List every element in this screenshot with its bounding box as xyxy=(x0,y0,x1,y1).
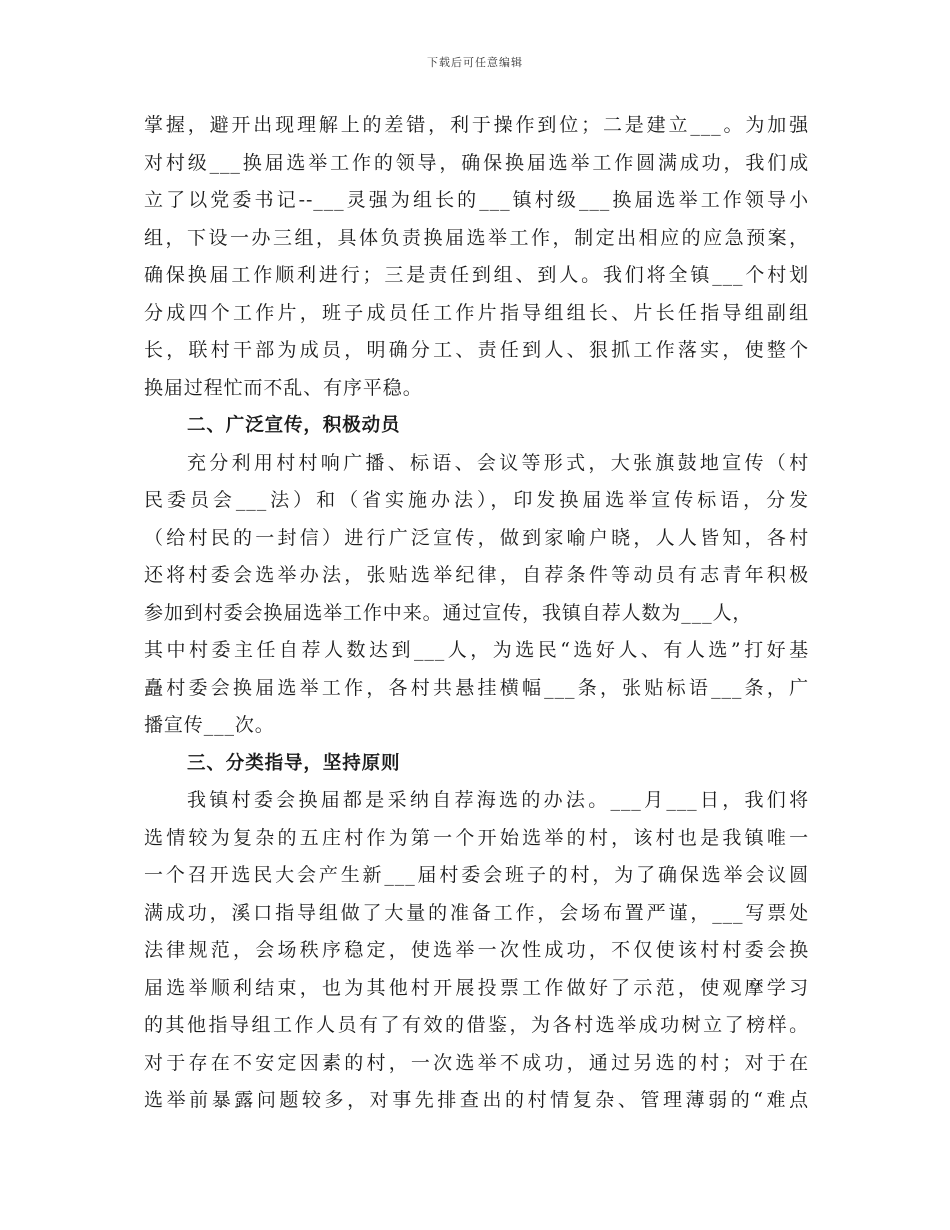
section-heading: 二、广泛宣传，积极动员 xyxy=(187,415,401,436)
paragraph-line: 还将村委会选举办法，张贴选举纪律，自荐条件等动员有志青年积极 xyxy=(144,564,809,586)
paragraph-line: 播宣传___次。 xyxy=(144,714,275,736)
paragraph-line: 满成功，溪口指导组做了大量的准备工作，会场布置严谨，___写票处 xyxy=(144,901,809,924)
paragraph-line: 的其他指导组工作人员有了有效的借鉴，为各村选举成功树立了榜样。 xyxy=(144,1014,809,1036)
paragraph-line: 确保换届工作顺利进行；三是责任到组、到人。我们将全镇___个村划 xyxy=(144,264,809,286)
paragraph-line: 选举前暴露问题较多，对事先排查出的村情复杂、管理薄弱的“难点 xyxy=(144,1089,809,1111)
paragraph-line: 对于存在不安定因素的村，一次选举不成功，通过另选的村；对于在 xyxy=(144,1051,809,1074)
paragraph-line: 换届过程忙而不乱、有序平稳。 xyxy=(144,376,423,399)
section-heading: 三、分类指导，坚持原则 xyxy=(187,752,401,774)
paragraph-line: 民委员会___法）和（省实施办法），印发换届选举宣传标语，分发 xyxy=(144,489,809,511)
paragraph-line: 一个召开选民大会产生新___届村委会班子的村，为了确保选举会议圆 xyxy=(144,864,809,886)
paragraph-line: （给村民的一封信）进行广泛宣传，做到家喻户晓，人人皆知，各村 xyxy=(144,526,809,549)
paragraph-line: 对村级___换届选举工作的领导，确保换届选举工作圆满成功，我们成 xyxy=(144,151,809,174)
paragraph-line: 分成四个工作片，班子成员任工作片指导组组长、片长任指导组副组 xyxy=(144,301,809,324)
paragraph-line: 组，下设一办三组，具体负责换届选举工作，制定出相应的应急预案， xyxy=(144,226,809,249)
paragraph-line: 充分利用村村响广播、标语、会议等形式，大张旗鼓地宣传（村 xyxy=(187,451,809,474)
paragraph-line: 参加到村委会换届选举工作中来。通过宣传，我镇自荐人数为___人， xyxy=(144,601,753,624)
paragraph-line: 选情较为复杂的五庄村作为第一个开始选举的村，该村也是我镇唯一 xyxy=(144,826,809,849)
paragraph-line: 我镇村委会换届都是采纳自荐海选的办法。___月___日，我们将 xyxy=(187,789,809,811)
paragraph-line: 掌握，避开出现理解上的差错，利于操作到位；二是建立___。为加强 xyxy=(144,114,809,136)
paragraph-line: 立了以党委书记--___灵强为组长的___镇村级___换届选举工作领导小 xyxy=(144,189,809,211)
page-header: 下载后可任意编辑 xyxy=(427,56,523,69)
paragraph-line: 其中村委主任自荐人数达到___人，为选民“选好人、有人选”打好基 xyxy=(144,639,809,661)
paragraph-line: 法律规范，会场秩序稳定，使选举一次性成功，不仅使该村村委会换 xyxy=(144,939,809,961)
paragraph-line: 矗村委会换届选举工作，各村共悬挂横幅___条，张贴标语___条，广 xyxy=(144,676,809,699)
paragraph-line: 届选举顺利结束，也为其他村开展投票工作做好了示范，使观摩学习 xyxy=(144,976,809,999)
document-body xyxy=(144,107,809,1120)
paragraph-line: 长，联村干部为成员，明确分工、责任到人、狠抓工作落实，使整个 xyxy=(144,339,809,361)
